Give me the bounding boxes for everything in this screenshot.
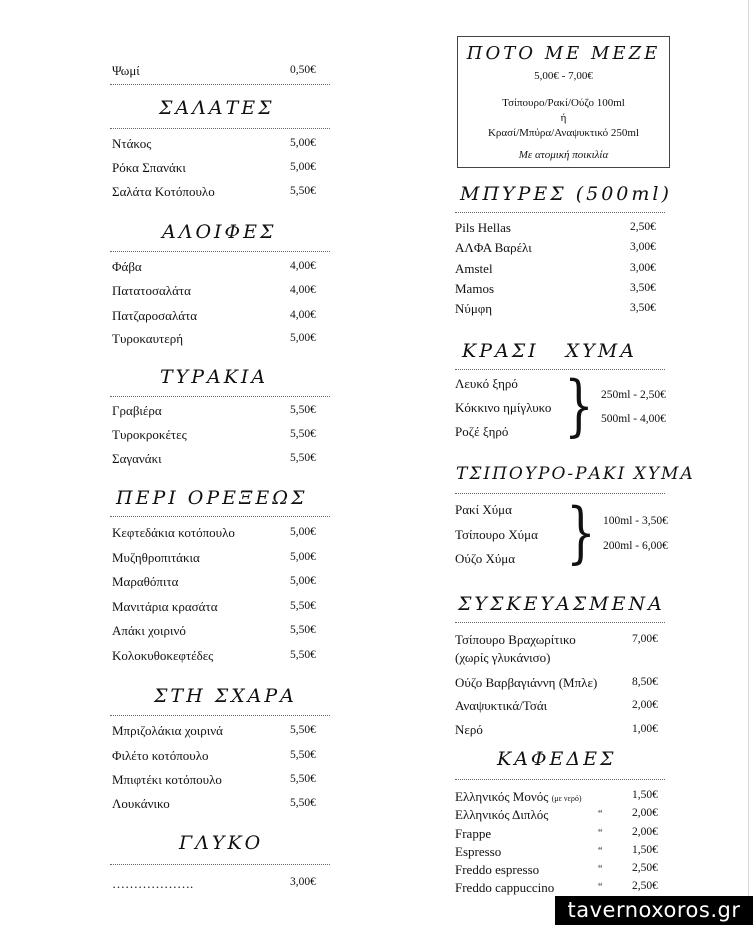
menu-item-name: Mamos <box>455 281 494 296</box>
menu-item-price: 2,00€ <box>632 807 658 819</box>
menu-item-name: Ροζέ ξηρό <box>455 424 509 439</box>
menu-item-price: 3,50€ <box>630 282 656 294</box>
menu-item-name: Ντάκος <box>112 136 152 151</box>
appetizers-heading: ΠΕΡΙ ΟΡΕΞΕΩΣ <box>116 487 308 509</box>
menu-item-price: 5,50€ <box>290 649 316 661</box>
ditto-mark: “ <box>598 846 603 857</box>
menu-item-name: Φάβα <box>112 259 142 274</box>
menu-item-price: 5,00€ <box>290 551 316 563</box>
menu-item-price: 5,00€ <box>290 137 316 149</box>
menu-item-name: Ρόκα Σπανάκι <box>112 160 186 175</box>
menu-item-price: 2,50€ <box>630 221 656 233</box>
curly-brace-icon: } <box>564 367 594 444</box>
divider <box>110 251 330 252</box>
menu-item-name: Κολοκυθοκεφτέδες <box>112 648 214 663</box>
menu-item-name: Πατατοσαλάτα <box>112 283 191 298</box>
menu-item-price: 5,00€ <box>290 575 316 587</box>
menu-item-name: ………………. <box>112 876 194 891</box>
divider <box>455 779 665 780</box>
menu-item-name: Freddo espresso <box>455 862 540 877</box>
menu-item-name: Ούζο Χύμα <box>455 551 516 566</box>
menu-item-name: Αναψυκτικά/Τσάι <box>455 698 548 713</box>
menu-item-price: 7,00€ <box>632 633 658 645</box>
menu-item-name: Espresso <box>455 844 502 859</box>
menu-item-name: Νύμφη <box>455 301 493 316</box>
menu-item-name: Pils Hellas <box>455 220 511 235</box>
coffees-heading: ΚΑΦΕΔΕΣ <box>497 748 617 770</box>
menu-item-name: Μυζηθροπιτάκια <box>112 550 200 565</box>
menu-item-name: Λευκό ξηρό <box>455 376 518 391</box>
ditto-mark: “ <box>598 882 603 893</box>
menu-item-price: 8,50€ <box>632 676 658 688</box>
spreads-heading: ΑΛΟΙΦΕΣ <box>162 221 277 243</box>
menu-item-price: 3,00€ <box>630 241 656 253</box>
divider <box>110 84 330 85</box>
divider <box>110 396 330 397</box>
menu-item-name: Ούζο Βαρβαγιάννη (Μπλε) <box>455 675 598 690</box>
bread-price: 0,50€ <box>290 64 316 76</box>
divider <box>455 369 665 370</box>
menu-item-price: 5,50€ <box>290 724 316 736</box>
drinks-box-line-3: Με ατομική ποικιλία <box>518 149 609 161</box>
menu-item-price: 4,00€ <box>290 284 316 296</box>
site-watermark <box>555 896 753 925</box>
menu-item-price: 1,50€ <box>632 789 658 801</box>
menu-item-name: Γραβιέρα <box>112 403 162 418</box>
wine-heading: ΚΡΑΣΙ ΧΥΜΑ <box>462 340 637 362</box>
menu-item-name: Νερό <box>455 722 483 737</box>
menu-item-price: 5,50€ <box>290 600 316 612</box>
menu-item-subtitle: (χωρίς γλυκάνισο) <box>455 650 551 665</box>
menu-item-price: 3,50€ <box>630 302 656 314</box>
menu-item-name: Σαγανάκι <box>112 451 162 466</box>
bread-name: Ψωμί <box>112 63 140 78</box>
drinks-box-price-range: 5,00€ - 7,00€ <box>534 70 593 82</box>
divider <box>110 864 330 865</box>
cheeses-heading: ΤΥΡΑΚΙΑ <box>160 366 269 388</box>
wine-price-500: 500ml - 4,00€ <box>601 413 666 425</box>
tsipouro-price-100: 100ml - 3,50€ <box>603 515 668 527</box>
menu-item-name: Τυροκροκέτες <box>112 427 187 442</box>
drinks-box-or: ή <box>560 112 567 124</box>
menu-item-name: Φιλέτο κοτόπουλο <box>112 748 209 763</box>
divider <box>455 622 665 623</box>
menu-item-name: Ρακί Χύμα <box>455 502 512 517</box>
menu-item-name: Μπριζολάκια χοιρινά <box>112 723 223 738</box>
divider <box>110 715 330 716</box>
menu-item-price: 2,50€ <box>632 880 658 892</box>
ditto-mark: “ <box>598 864 603 875</box>
menu-item-name: Ελληνικός Μονός (με νερό) <box>455 789 582 804</box>
drinks-with-meze-box <box>457 36 670 168</box>
menu-item-name: Τσίπουρο Χύμα <box>455 527 538 542</box>
menu-item-name: Frappe <box>455 826 492 841</box>
menu-item-price: 5,50€ <box>290 624 316 636</box>
menu-item-name: Freddo cappuccino <box>455 880 555 895</box>
menu-item-price: 5,00€ <box>290 526 316 538</box>
menu-item-price: 5,00€ <box>290 161 316 173</box>
menu-item-price: 3,00€ <box>290 876 316 888</box>
ditto-mark: “ <box>598 828 603 839</box>
menu-item-name: Κεφτεδάκια κοτόπουλο <box>112 525 235 540</box>
drinks-box-title: ΠΟΤΟ ΜΕ ΜΕΖΕ <box>466 43 661 64</box>
menu-item-price: 5,00€ <box>290 332 316 344</box>
menu-item-price: 1,00€ <box>632 723 658 735</box>
watermark-text: tavernoxoros.gr <box>567 898 741 922</box>
menu-item-price: 4,00€ <box>290 260 316 272</box>
menu-item-name: Κόκκινο ημίγλυκο <box>455 400 552 415</box>
menu-item-name: Τυροκαυτερή <box>112 331 184 346</box>
menu-item-name: Ελληνικός Διπλός <box>455 807 549 822</box>
menu-item-name: Απάκι χοιρινό <box>112 623 186 638</box>
menu-item-price: 1,50€ <box>632 844 658 856</box>
wine-price-250: 250ml - 2,50€ <box>601 389 666 401</box>
menu-item-name: Λουκάνικο <box>112 796 170 811</box>
menu-item-price: 2,00€ <box>632 699 658 711</box>
beers-heading: ΜΠΥΡΕΣ (500ml) <box>460 183 672 205</box>
drinks-box-line-2: Κρασί/Μπύρα/Αναψυκτικό 250ml <box>487 127 639 139</box>
menu-item-price: 4,00€ <box>290 309 316 321</box>
page-edge-line <box>748 0 749 925</box>
menu-item-price: 5,50€ <box>290 185 316 197</box>
menu-item-price: 3,00€ <box>630 262 656 274</box>
divider <box>110 128 330 129</box>
sweet-heading: ΓΛΥΚΟ <box>179 832 264 854</box>
menu-item-price: 5,50€ <box>290 773 316 785</box>
menu-item-price: 5,50€ <box>290 749 316 761</box>
menu-item-price: 5,50€ <box>290 797 316 809</box>
menu-item-name: Amstel <box>455 261 493 276</box>
menu-item-name: Σαλάτα Κοτόπουλο <box>112 184 215 199</box>
menu-item-price: 5,50€ <box>290 452 316 464</box>
grill-heading: ΣΤΗ ΣΧΑΡΑ <box>154 685 297 707</box>
curly-brace-icon: } <box>566 494 596 571</box>
salads-heading: ΣΑΛΑΤΕΣ <box>159 97 275 119</box>
ditto-mark: “ <box>598 809 603 820</box>
menu-item-name: Μπιφτέκι κοτόπουλο <box>112 772 222 787</box>
divider <box>455 493 665 494</box>
tsipouro-price-200: 200ml - 6,00€ <box>603 540 668 552</box>
drinks-box-line-1: Τσίπουρο/Ρακί/Ούζο 100ml <box>502 97 625 109</box>
menu-item-price: 5,50€ <box>290 404 316 416</box>
divider <box>110 516 330 517</box>
menu-item-name: Πατζαροσαλάτα <box>112 308 198 323</box>
menu-item-price: 5,50€ <box>290 428 316 440</box>
coffee-note: (με νερό) <box>551 794 582 803</box>
tsipouro-heading: ΤΣΙΠΟΥΡΟ-ΡΑΚΙ ΧΥΜΑ <box>456 464 695 484</box>
divider <box>455 212 665 213</box>
menu-item-name: Μανιτάρια κρασάτα <box>112 599 218 614</box>
menu-item-name: Τσίπουρο Βραχωρίτικο <box>455 632 576 647</box>
menu-item-name: Μαραθόπιτα <box>112 574 179 589</box>
menu-item-name: ΑΛΦΑ Βαρέλι <box>455 240 532 255</box>
menu-item-price: 2,50€ <box>632 862 658 874</box>
packaged-heading: ΣΥΣΚΕΥΑΣΜΕΝΑ <box>458 593 665 615</box>
menu-item-price: 2,00€ <box>632 826 658 838</box>
